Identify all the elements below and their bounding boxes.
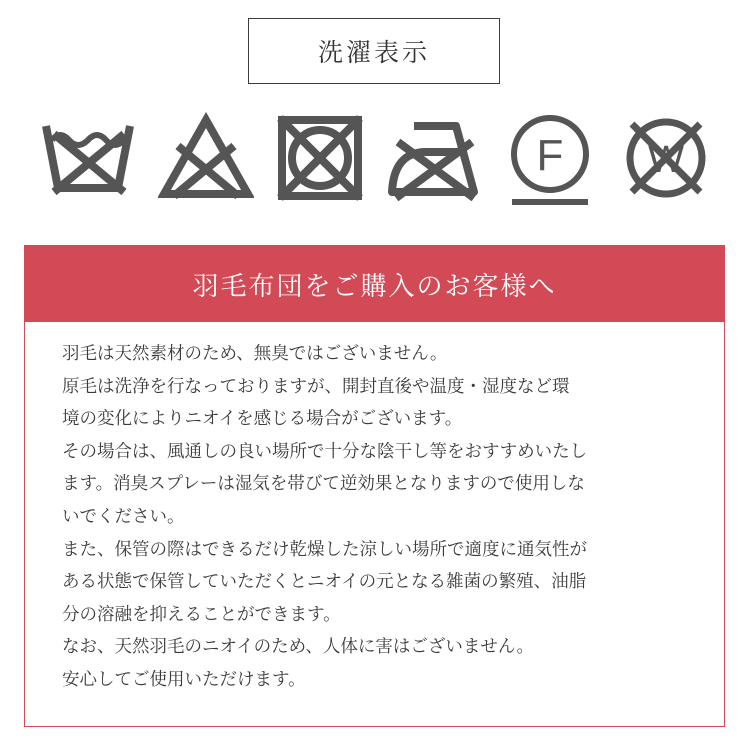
notice-header — [25, 246, 724, 322]
notice-line: 境の変化によりニオイを感じる場合がございます。 — [62, 409, 463, 430]
notice-line: 原毛は洗浄を行なっておりますが、開封直後や温度・湿度など環 — [62, 376, 570, 397]
title-box — [248, 18, 500, 84]
notice-line: その場合は、風通しの良い場所で十分な陰干し等をおすすめいたし — [62, 441, 588, 462]
notice-body — [25, 322, 724, 697]
notice-line: また、保管の際はできるだけ乾燥した涼しい場所で適度に通気性が — [62, 539, 587, 560]
notice-line: 羽毛は天然素材のため、無臭ではございません。 — [62, 344, 448, 364]
dry-clean-letter: F — [536, 131, 564, 180]
notice-line: なお、天然羽毛のニオイのため、人体に害はございません。 — [62, 637, 534, 658]
notice-title: 羽毛布団をご購入のお客様へ — [192, 271, 557, 302]
notice-line: 安心してご使用いただけます。 — [62, 669, 306, 690]
page-title: 洗濯表示 — [317, 38, 430, 67]
no-wet-clean-icon — [618, 112, 714, 208]
notice-line: ます。消臭スプレーは湿気を帯びて逆効果となりますので使用しな — [62, 474, 585, 495]
notice-line: いでください。 — [62, 506, 185, 527]
notice-card — [24, 245, 725, 727]
no-tumble-dry-icon — [272, 112, 368, 208]
no-ironing-icon — [386, 112, 482, 208]
no-washing-icon — [40, 112, 136, 208]
notice-line: ある状態で保管していただくとニオイの元となる雑菌の繁殖、油脂 — [62, 572, 587, 593]
wet-clean-letter: W — [648, 139, 684, 181]
no-bleach-icon — [158, 112, 254, 208]
dry-clean-f-icon — [502, 112, 598, 208]
notice-line: 分の溶融を抑えることができます。 — [62, 604, 341, 625]
laundry-symbols — [40, 112, 720, 208]
